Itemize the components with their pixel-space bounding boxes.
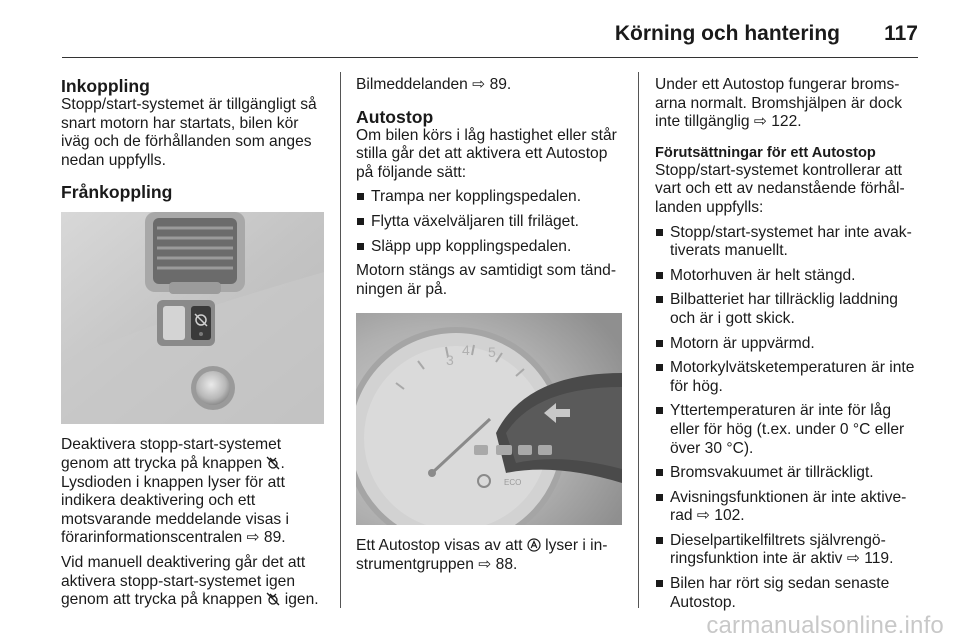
stop-start-button-photo — [61, 212, 324, 424]
gauge-eco-label: ECO — [504, 478, 522, 488]
list-item: Bromsvakuumet är tillräckligt. — [655, 464, 923, 483]
paragraph-autostop: Om bilen körs i låg hastighet eller står stilla går det att aktivera ett Autostop på följande sätt: — [356, 126, 617, 181]
column-divider — [638, 72, 639, 608]
list-item: Motorn är uppvärmd. — [655, 335, 923, 354]
list-item: Dieselpartikelfiltrets självrengöringsfunktion inte är aktiv ⇨ 119. — [655, 532, 923, 569]
page-ref-arrow-icon: ⇨ — [472, 76, 490, 93]
list-item: Stopp/start-systemet har inte avaktiverats manuellt. — [655, 224, 923, 261]
watermark: carmanualsonline.info — [706, 612, 944, 639]
gauge-number: 5 — [488, 344, 496, 361]
column-divider — [340, 72, 341, 608]
heading-frankoppling: Frånkoppling — [61, 182, 173, 203]
instrument-cluster-photo — [356, 313, 622, 525]
stop-start-off-icon — [266, 456, 280, 470]
page-ref-arrow-icon: ⇨ — [753, 113, 772, 131]
column-middle — [356, 76, 622, 575]
list-item: Motorkylvätsketemperaturen är inte för hög. — [655, 359, 923, 396]
paragraph-manual: Vid manuell deaktivering går det att aktivera stopp-start-systemet igen genom att trycka på knappen igen. — [61, 553, 319, 609]
stop-start-off-icon — [266, 592, 280, 606]
list-item: Yttertemperaturen är inte för låg eller för hög (t.ex. under 0 °C eller över 30 °C). — [655, 402, 923, 458]
column-left — [61, 76, 324, 610]
column-right — [655, 76, 923, 618]
paragraph-meddelanden: Bilmeddelanden ⇨ 89. — [356, 76, 512, 93]
list-item: Motorhuven är helt stängd. — [655, 267, 923, 286]
paragraph-forutsattningar: Stopp/start-systemet kontrollerar att vart och ett av nedanstående förhållanden uppfylls: — [655, 161, 905, 216]
page-ref-arrow-icon: ⇨ — [246, 529, 264, 547]
autostop-indicator-icon — [527, 538, 541, 552]
page-ref-arrow-icon: ⇨ — [478, 555, 496, 573]
page-header — [62, 14, 918, 58]
list-item: Bilen har rört sig sedan senaste Autostop. — [655, 575, 923, 612]
paragraph-autostop-indicator: Ett Autostop visas av att lyser i instrumentgruppen ⇨ 88. — [356, 537, 608, 573]
list-item: Bilbatteriet har tillräcklig laddning och är i gott skick. — [655, 291, 923, 328]
gauge-number: 4 — [462, 342, 470, 359]
heading-autostop: Autostop — [356, 106, 434, 127]
gauge-number: 3 — [446, 352, 454, 369]
list-item: Släpp upp kopplingspedalen. — [356, 238, 622, 257]
section-title: Körning och hantering — [614, 22, 840, 45]
page-number: 117 — [884, 22, 918, 45]
autostop-steps — [356, 188, 622, 256]
list-item: Avisningsfunktionen är inte aktiverad ⇨ 102. — [655, 489, 923, 526]
heading-forutsattningar: Förutsättningar för ett Autostop — [655, 144, 876, 161]
paragraph-motorn: Motorn stängs av samtidigt som tändningen är på. — [356, 262, 617, 298]
paragraph-under-autostop: Under ett Autostop fungerar bromsarna normalt. Bromshjälpen är dock inte tillgänglig ⇨ 122. — [655, 76, 903, 131]
heading-inkoppling: Inkoppling — [61, 76, 150, 96]
paragraph-inkoppling: Stopp/start-systemet är tillgängligt så snart motorn har startats, bilen kör iväg och de förhållanden som anges nedan uppfylls. — [61, 96, 317, 169]
list-item: Trampa ner kopplingspedalen. — [356, 188, 622, 207]
list-item: Flytta växelväljaren till friläget. — [356, 213, 622, 232]
paragraph-deactivate: Deaktivera stopp-start-systemet genom att trycka på knappen . Lysdioden i knappen lyser för att indikera deaktivering och ett motsvarande meddelande visas i förarinformationscentralen ⇨ 89. — [61, 436, 289, 547]
conditions-list — [655, 224, 923, 613]
